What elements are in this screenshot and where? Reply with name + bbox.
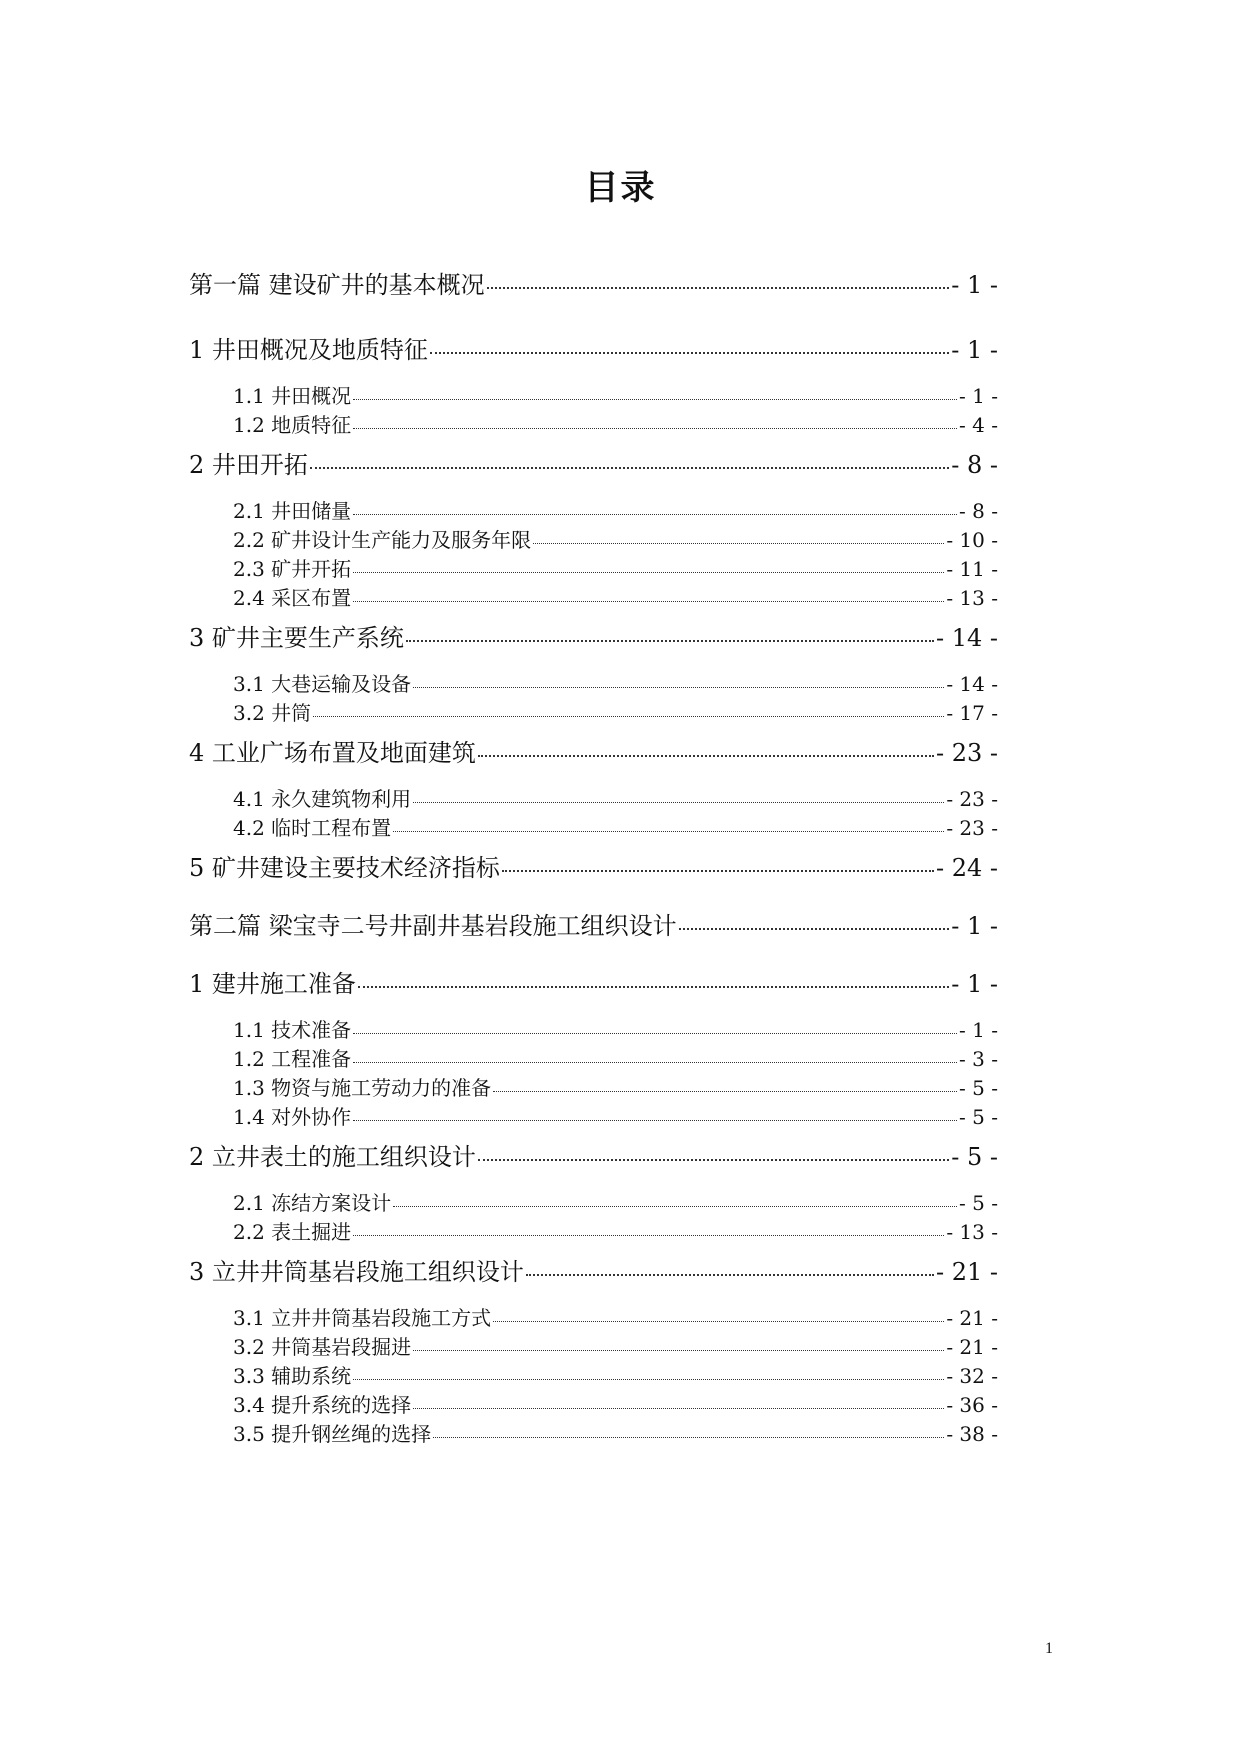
toc-entry-label: 第一篇 建设矿井的基本概况 bbox=[189, 271, 485, 299]
toc-entry[interactable] bbox=[189, 848, 998, 883]
toc-entry-page: - 23 - bbox=[935, 739, 998, 767]
toc-entry-page: - 23 - bbox=[946, 816, 998, 840]
toc-entry-page: - 21 - bbox=[946, 1306, 998, 1330]
toc-entry-page: - 5 - bbox=[959, 1191, 998, 1215]
toc-entry-page: - 1 - bbox=[959, 1018, 998, 1042]
page-number: 1 bbox=[1045, 1640, 1053, 1657]
toc-entry-label: 3 矿井主要生产系统 bbox=[189, 624, 404, 652]
dot-leader bbox=[310, 467, 949, 469]
toc-entry[interactable] bbox=[189, 330, 998, 365]
toc-entry-label: 3.5 提升钢丝绳的选择 bbox=[233, 1422, 432, 1446]
toc-entry-page: - 4 - bbox=[959, 413, 998, 437]
dot-leader bbox=[679, 928, 950, 930]
dot-leader bbox=[493, 1091, 957, 1092]
toc-entry[interactable] bbox=[189, 906, 998, 941]
toc-entry-label: 5 矿井建设主要技术经济指标 bbox=[189, 854, 500, 882]
dot-leader bbox=[393, 831, 944, 832]
dot-leader bbox=[353, 1062, 957, 1063]
toc-entry-page: - 14 - bbox=[946, 672, 998, 696]
toc-entry[interactable] bbox=[189, 265, 998, 300]
toc-entry-page: - 23 - bbox=[946, 787, 998, 811]
toc-entry-page: - 5 - bbox=[951, 1143, 998, 1171]
toc-entry-page: - 10 - bbox=[946, 528, 998, 552]
toc-entry-label: 1.1 井田概况 bbox=[233, 384, 352, 408]
toc-entry[interactable] bbox=[189, 964, 998, 999]
dot-leader bbox=[358, 986, 949, 988]
toc-entry-page: - 13 - bbox=[946, 1220, 998, 1244]
dot-leader bbox=[478, 755, 934, 757]
toc-entry[interactable] bbox=[233, 668, 998, 697]
dot-leader bbox=[533, 543, 944, 544]
toc-entry-label: 3.2 井筒 bbox=[233, 701, 312, 725]
toc-entry[interactable] bbox=[233, 1418, 998, 1447]
dot-leader bbox=[313, 716, 944, 717]
toc-entry-label: 4.2 临时工程布置 bbox=[233, 816, 392, 840]
dot-leader bbox=[478, 1159, 949, 1161]
toc-entry[interactable] bbox=[233, 1014, 998, 1043]
toc-entry-label: 2 立井表土的施工组织设计 bbox=[189, 1143, 476, 1171]
toc-entry-page: - 5 - bbox=[959, 1105, 998, 1129]
dot-leader bbox=[353, 572, 944, 573]
toc-entry[interactable] bbox=[233, 582, 998, 611]
toc-entry[interactable] bbox=[233, 1302, 998, 1331]
toc-entry-page: - 3 - bbox=[959, 1047, 998, 1071]
toc-entry-label: 1.3 物资与施工劳动力的准备 bbox=[233, 1076, 492, 1100]
toc-entry-page: - 8 - bbox=[951, 451, 998, 479]
toc-entry[interactable] bbox=[189, 618, 998, 653]
dot-leader bbox=[393, 1206, 957, 1207]
toc-entry-page: - 1 - bbox=[951, 336, 998, 364]
toc-entry[interactable] bbox=[233, 553, 998, 582]
toc-entry-label: 4.1 永久建筑物利用 bbox=[233, 787, 412, 811]
toc-entry[interactable] bbox=[233, 783, 998, 812]
toc-entry-label: 1 井田概况及地质特征 bbox=[189, 336, 428, 364]
toc-entry[interactable] bbox=[233, 1043, 998, 1072]
toc-entry-label: 2 井田开拓 bbox=[189, 451, 308, 479]
toc-entry[interactable] bbox=[233, 1072, 998, 1101]
toc-entry-page: - 24 - bbox=[935, 854, 998, 882]
toc-entry-label: 3 立井井筒基岩段施工组织设计 bbox=[189, 1258, 524, 1286]
dot-leader bbox=[406, 640, 934, 642]
toc-entry-label: 2.2 表土掘进 bbox=[233, 1220, 352, 1244]
dot-leader bbox=[353, 1033, 957, 1034]
toc-entry-page: - 38 - bbox=[946, 1422, 998, 1446]
toc-entry-label: 1.2 地质特征 bbox=[233, 413, 352, 437]
toc-entry-page: - 1 - bbox=[959, 384, 998, 408]
toc-entry-page: - 1 - bbox=[951, 912, 998, 940]
dot-leader bbox=[413, 1350, 944, 1351]
toc-entry[interactable] bbox=[233, 1389, 998, 1418]
toc-entry-page: - 8 - bbox=[959, 499, 998, 523]
toc-entry-label: 2.4 采区布置 bbox=[233, 586, 352, 610]
toc-entry-page: - 5 - bbox=[959, 1076, 998, 1100]
toc-entry-page: - 1 - bbox=[951, 271, 998, 299]
toc-entry-label: 4 工业广场布置及地面建筑 bbox=[189, 739, 476, 767]
toc-entry[interactable] bbox=[233, 1216, 998, 1245]
toc-entry[interactable] bbox=[233, 380, 998, 409]
dot-leader bbox=[353, 514, 957, 515]
toc-entry-page: - 21 - bbox=[946, 1335, 998, 1359]
dot-leader bbox=[413, 802, 944, 803]
toc-entry-page: - 17 - bbox=[946, 701, 998, 725]
toc-entry-label: 1.2 工程准备 bbox=[233, 1047, 352, 1071]
dot-leader bbox=[353, 399, 957, 400]
toc-entry-label: 2.1 冻结方案设计 bbox=[233, 1191, 392, 1215]
dot-leader bbox=[353, 601, 944, 602]
toc-entry-label: 1 建井施工准备 bbox=[189, 970, 356, 998]
toc-entry-label: 第二篇 梁宝寺二号井副井基岩段施工组织设计 bbox=[189, 912, 677, 940]
dot-leader bbox=[487, 287, 950, 289]
dot-leader bbox=[430, 352, 949, 354]
dot-leader bbox=[493, 1321, 944, 1322]
dot-leader bbox=[413, 1408, 944, 1409]
dot-leader bbox=[433, 1437, 944, 1438]
toc-entry[interactable] bbox=[189, 445, 998, 480]
toc-entry-label: 3.1 大巷运输及设备 bbox=[233, 672, 412, 696]
toc-entry[interactable] bbox=[233, 409, 998, 438]
toc-entry[interactable] bbox=[189, 1252, 998, 1287]
toc-entry-page: - 11 - bbox=[946, 557, 998, 581]
toc-entry[interactable] bbox=[233, 1187, 998, 1216]
toc-entry[interactable] bbox=[233, 1360, 998, 1389]
toc-entry[interactable] bbox=[233, 495, 998, 524]
dot-leader bbox=[353, 1379, 944, 1380]
toc-entry-page: - 21 - bbox=[935, 1258, 998, 1286]
toc-entry-label: 1.1 技术准备 bbox=[233, 1018, 352, 1042]
toc-entry-page: - 36 - bbox=[946, 1393, 998, 1417]
dot-leader bbox=[353, 1235, 944, 1236]
toc-entry[interactable] bbox=[233, 1331, 998, 1360]
toc-entry-page: - 14 - bbox=[935, 624, 998, 652]
toc-entry-page: - 1 - bbox=[951, 970, 998, 998]
toc-entry-page: - 32 - bbox=[946, 1364, 998, 1388]
dot-leader bbox=[353, 428, 957, 429]
toc-entry-label: 2.3 矿井开拓 bbox=[233, 557, 352, 581]
toc-title: 目录 bbox=[584, 168, 657, 208]
dot-leader bbox=[353, 1120, 957, 1121]
toc-entry[interactable] bbox=[233, 524, 998, 553]
dot-leader bbox=[413, 687, 944, 688]
toc-entry-label: 2.2 矿井设计生产能力及服务年限 bbox=[233, 528, 532, 552]
toc-entry[interactable] bbox=[189, 733, 998, 768]
toc-entry-label: 1.4 对外协作 bbox=[233, 1105, 352, 1129]
toc-entry[interactable] bbox=[189, 1137, 998, 1172]
toc-entry-label: 3.3 辅助系统 bbox=[233, 1364, 352, 1388]
toc-entry-label: 3.2 井筒基岩段掘进 bbox=[233, 1335, 412, 1359]
toc-entry[interactable] bbox=[233, 697, 998, 726]
toc-entry-label: 3.4 提升系统的选择 bbox=[233, 1393, 412, 1417]
dot-leader bbox=[502, 870, 934, 872]
dot-leader bbox=[526, 1274, 934, 1276]
toc-entry-page: - 13 - bbox=[946, 586, 998, 610]
toc-entry-label: 3.1 立井井筒基岩段施工方式 bbox=[233, 1306, 492, 1330]
toc-entry[interactable] bbox=[233, 1101, 998, 1130]
toc-entry[interactable] bbox=[233, 812, 998, 841]
toc-entry-label: 2.1 井田储量 bbox=[233, 499, 352, 523]
